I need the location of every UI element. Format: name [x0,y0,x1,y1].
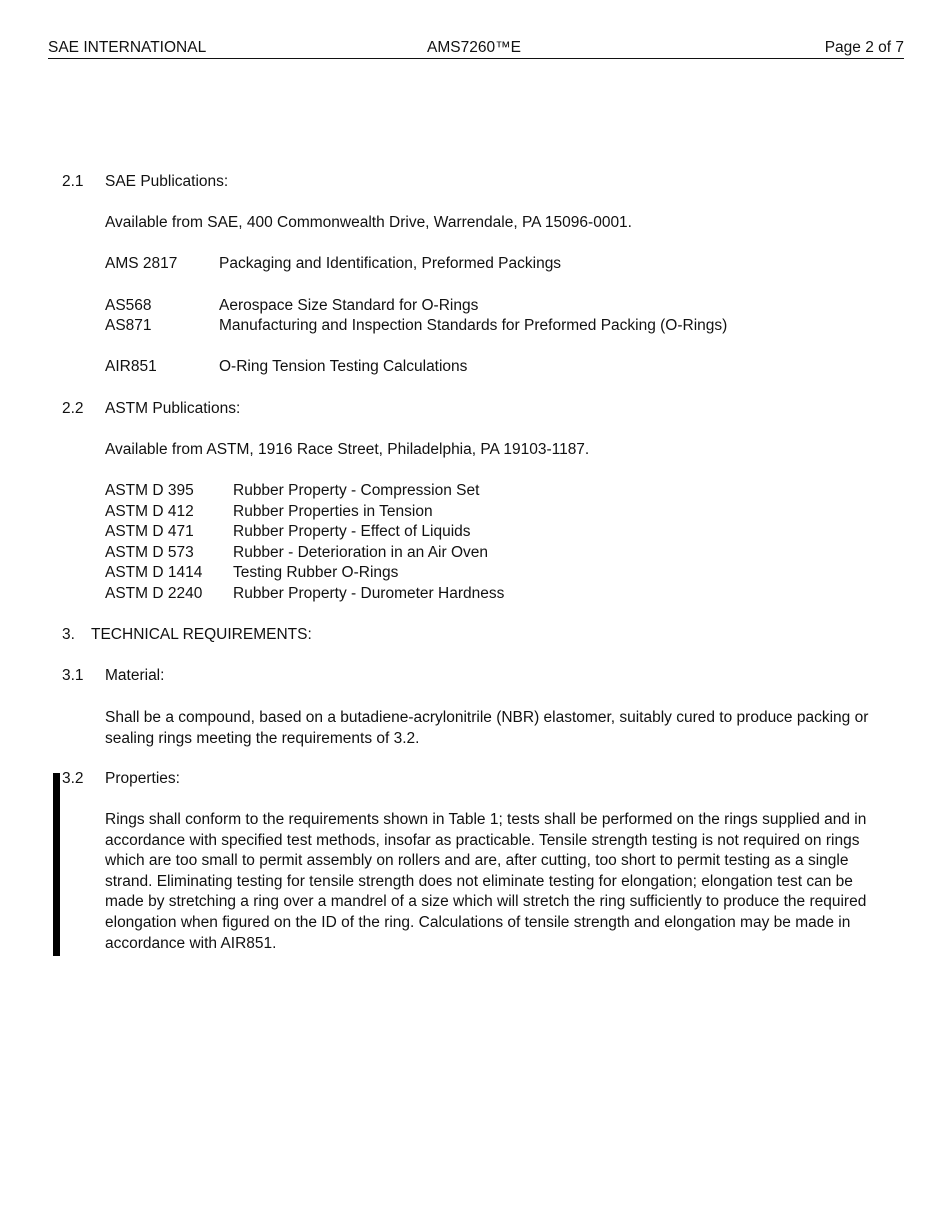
section-3-1-body: Shall be a compound, based on a butadiene-acrylonitrile (NBR) elastomer, suitably cured to produce packing or sealing rings meeting the requirements of 3.2. [105,709,869,747]
section-2-1-availability: Available from SAE, 400 Commonwealth Drive, Warrendale, PA 15096-0001. [105,214,632,231]
reference-code: AMS 2817 [105,255,178,272]
reference-code: ASTM D 1414 [105,564,203,581]
reference-code: AS568 [105,297,152,314]
reference-description: Rubber Properties in Tension [233,503,433,520]
revision-change-bar [53,773,60,956]
reference-description: Rubber Property - Durometer Hardness [233,585,505,602]
reference-code: ASTM D 471 [105,523,194,540]
section-3-2-body: Rings shall conform to the requirements shown in Table 1; tests shall be performed on the rings supplied and in accordance with specified test methods, insofar as practicable. Tensile strength testing is not required on rings which are too small to permit assembly on rollers and are, after cutting, too short to permit testing as a single strand. Eliminating testing for tensile strength does not eliminate testing for elongation; elongation test can be made by stretching a ring over a mandrel of a size which will stretch the ring sufficiently to produce the required elongation when figured on the ID of the ring. Calculations of tensile strength and elongation may be made in accordance with AIR851. [105,811,867,952]
section-3-number: 3. [62,626,75,643]
section-2-2-title: ASTM Publications: [105,400,241,417]
header-document-number: AMS7260™E [427,39,521,56]
header-page-number: Page 2 of 7 [824,39,904,56]
page-header [48,38,904,59]
header-organization: SAE INTERNATIONAL [48,39,207,56]
reference-code: ASTM D 573 [105,544,194,561]
section-3-2-title: Properties: [105,770,180,787]
reference-description: Testing Rubber O-Rings [233,564,399,581]
section-2-2-availability: Available from ASTM, 1916 Race Street, Philadelphia, PA 19103-1187. [105,441,590,458]
reference-code: AIR851 [105,358,157,375]
reference-description: Manufacturing and Inspection Standards for Preformed Packing (O-Rings) [219,317,728,334]
section-2-1-title: SAE Publications: [105,173,229,190]
reference-code: AS871 [105,317,152,334]
reference-description: Rubber Property - Effect of Liquids [233,523,471,540]
reference-code: ASTM D 395 [105,482,194,499]
reference-description: O-Ring Tension Testing Calculations [219,358,468,375]
section-3-1-number: 3.1 [62,667,84,684]
reference-description: Aerospace Size Standard for O-Rings [219,297,479,314]
section-2-2-number: 2.2 [62,400,84,417]
section-3-title: TECHNICAL REQUIREMENTS: [91,626,312,643]
reference-description: Packaging and Identification, Preformed Packings [219,255,562,272]
section-3-2-number: 3.2 [62,770,84,787]
section-3-1-title: Material: [105,667,165,684]
section-2-1-number: 2.1 [62,173,84,190]
reference-code: ASTM D 2240 [105,585,203,602]
reference-description: Rubber - Deterioration in an Air Oven [233,544,489,561]
reference-description: Rubber Property - Compression Set [233,482,480,499]
reference-code: ASTM D 412 [105,503,194,520]
